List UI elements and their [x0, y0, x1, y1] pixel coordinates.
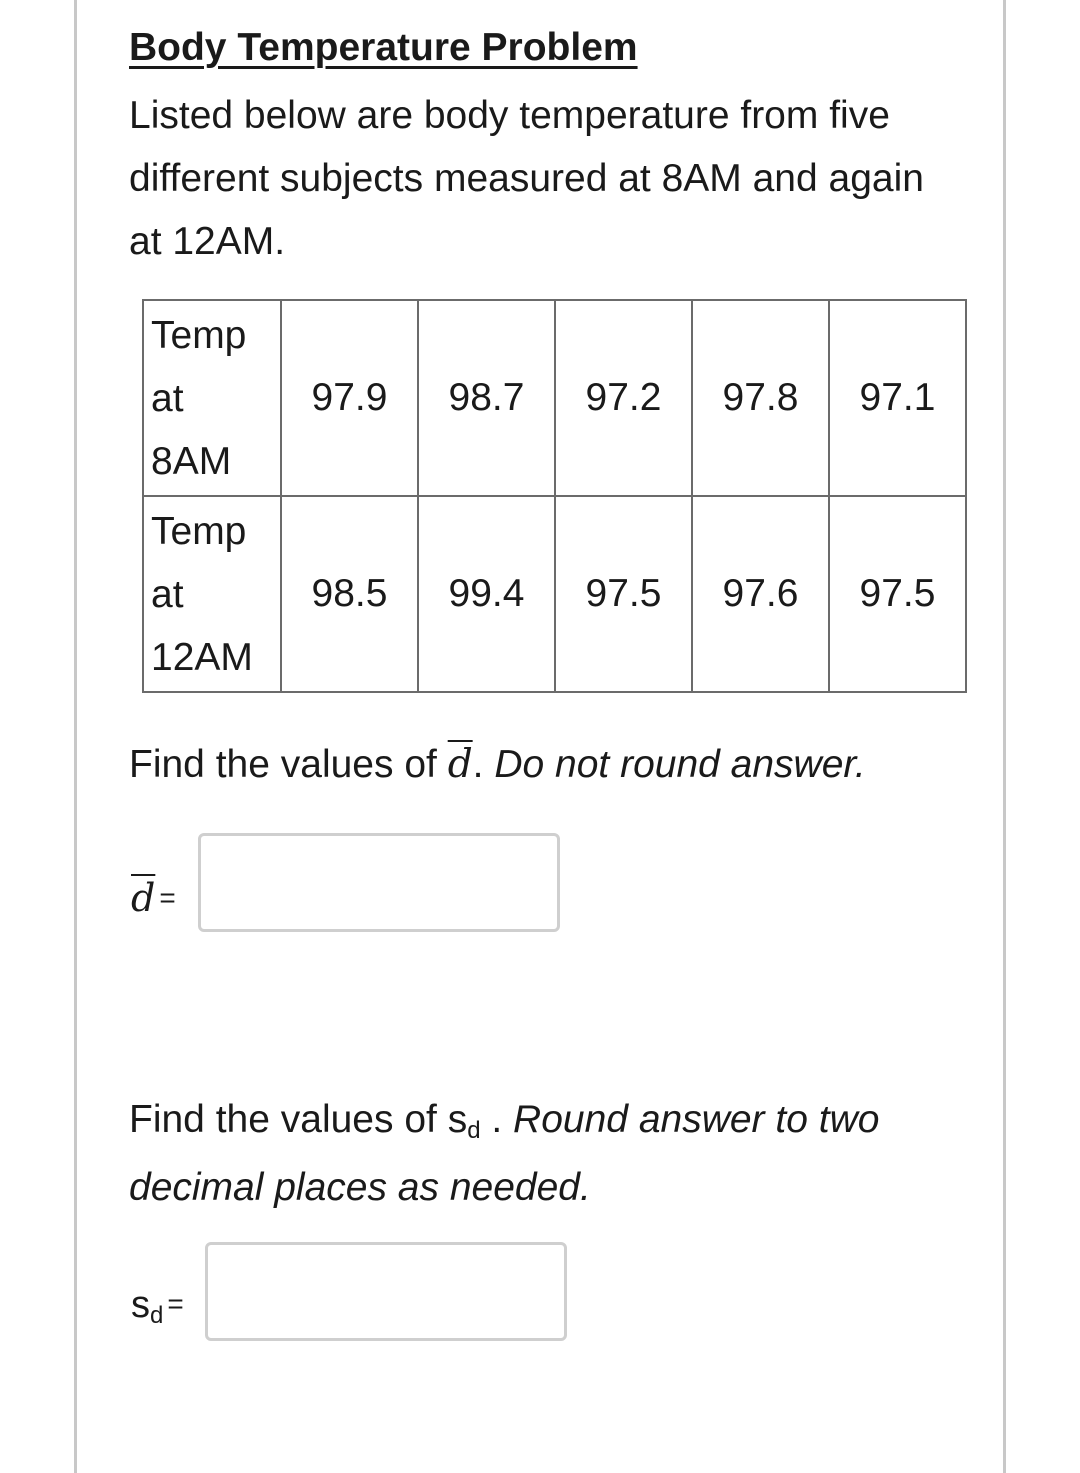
answer-label-s-d — [131, 1284, 184, 1327]
row-header-line: at — [151, 376, 184, 420]
s-symbol: s — [447, 1098, 468, 1141]
question-prefix: Find the values of — [129, 1098, 448, 1141]
equals-sign: = — [167, 1288, 184, 1319]
answer-label-d-bar — [131, 876, 176, 921]
problem-intro: Listed below are body temperature from five different subjects measured at 8AM and again at 12AM. — [129, 94, 924, 263]
s-symbol: s — [131, 1284, 150, 1326]
d-bar-symbol: $\overline{d}$ — [447, 742, 473, 787]
equals-sign: = — [159, 882, 176, 913]
s-d-answer-input[interactable] — [205, 1242, 567, 1341]
table-row — [143, 300, 966, 496]
table-cell: 97.9 — [281, 300, 418, 496]
table-cell: 98.7 — [418, 300, 555, 496]
question-period: . — [472, 743, 484, 786]
row-header-line: Temp — [151, 509, 247, 553]
table-cell: 99.4 — [418, 496, 555, 692]
d-bar-symbol: $\overline{d}$ — [131, 876, 156, 920]
s-d-symbol — [447, 1098, 481, 1144]
table-cell: 97.1 — [829, 300, 966, 496]
d-subscript: d — [467, 1117, 481, 1144]
d-bar-answer-input[interactable] — [198, 833, 560, 932]
row-header-line: 8AM — [151, 439, 232, 483]
row-header-8am — [143, 300, 281, 496]
page-title: Body Temperature Problem — [129, 26, 638, 69]
question-prefix: Find the values of — [129, 743, 448, 786]
row-header-12am — [143, 496, 281, 692]
d-subscript: d — [150, 1302, 164, 1329]
table-cell: 97.6 — [692, 496, 829, 692]
temperature-table — [142, 299, 967, 693]
question-instruction: Do not round answer. — [483, 743, 866, 786]
question-std-deviation — [129, 1088, 959, 1219]
table-cell: 97.8 — [692, 300, 829, 496]
question-instruction: Round answer to two decimal places as needed. — [129, 1098, 880, 1209]
row-header-line: at — [151, 572, 184, 616]
table-row — [143, 496, 966, 692]
table-cell: 97.5 — [555, 496, 692, 692]
question-period: . — [480, 1098, 503, 1141]
table-cell: 97.2 — [555, 300, 692, 496]
table-cell: 97.5 — [829, 496, 966, 692]
question-mean-difference — [129, 742, 866, 787]
row-header-line: Temp — [151, 313, 247, 357]
row-header-line: 12AM — [151, 635, 253, 679]
table-cell: 98.5 — [281, 496, 418, 692]
